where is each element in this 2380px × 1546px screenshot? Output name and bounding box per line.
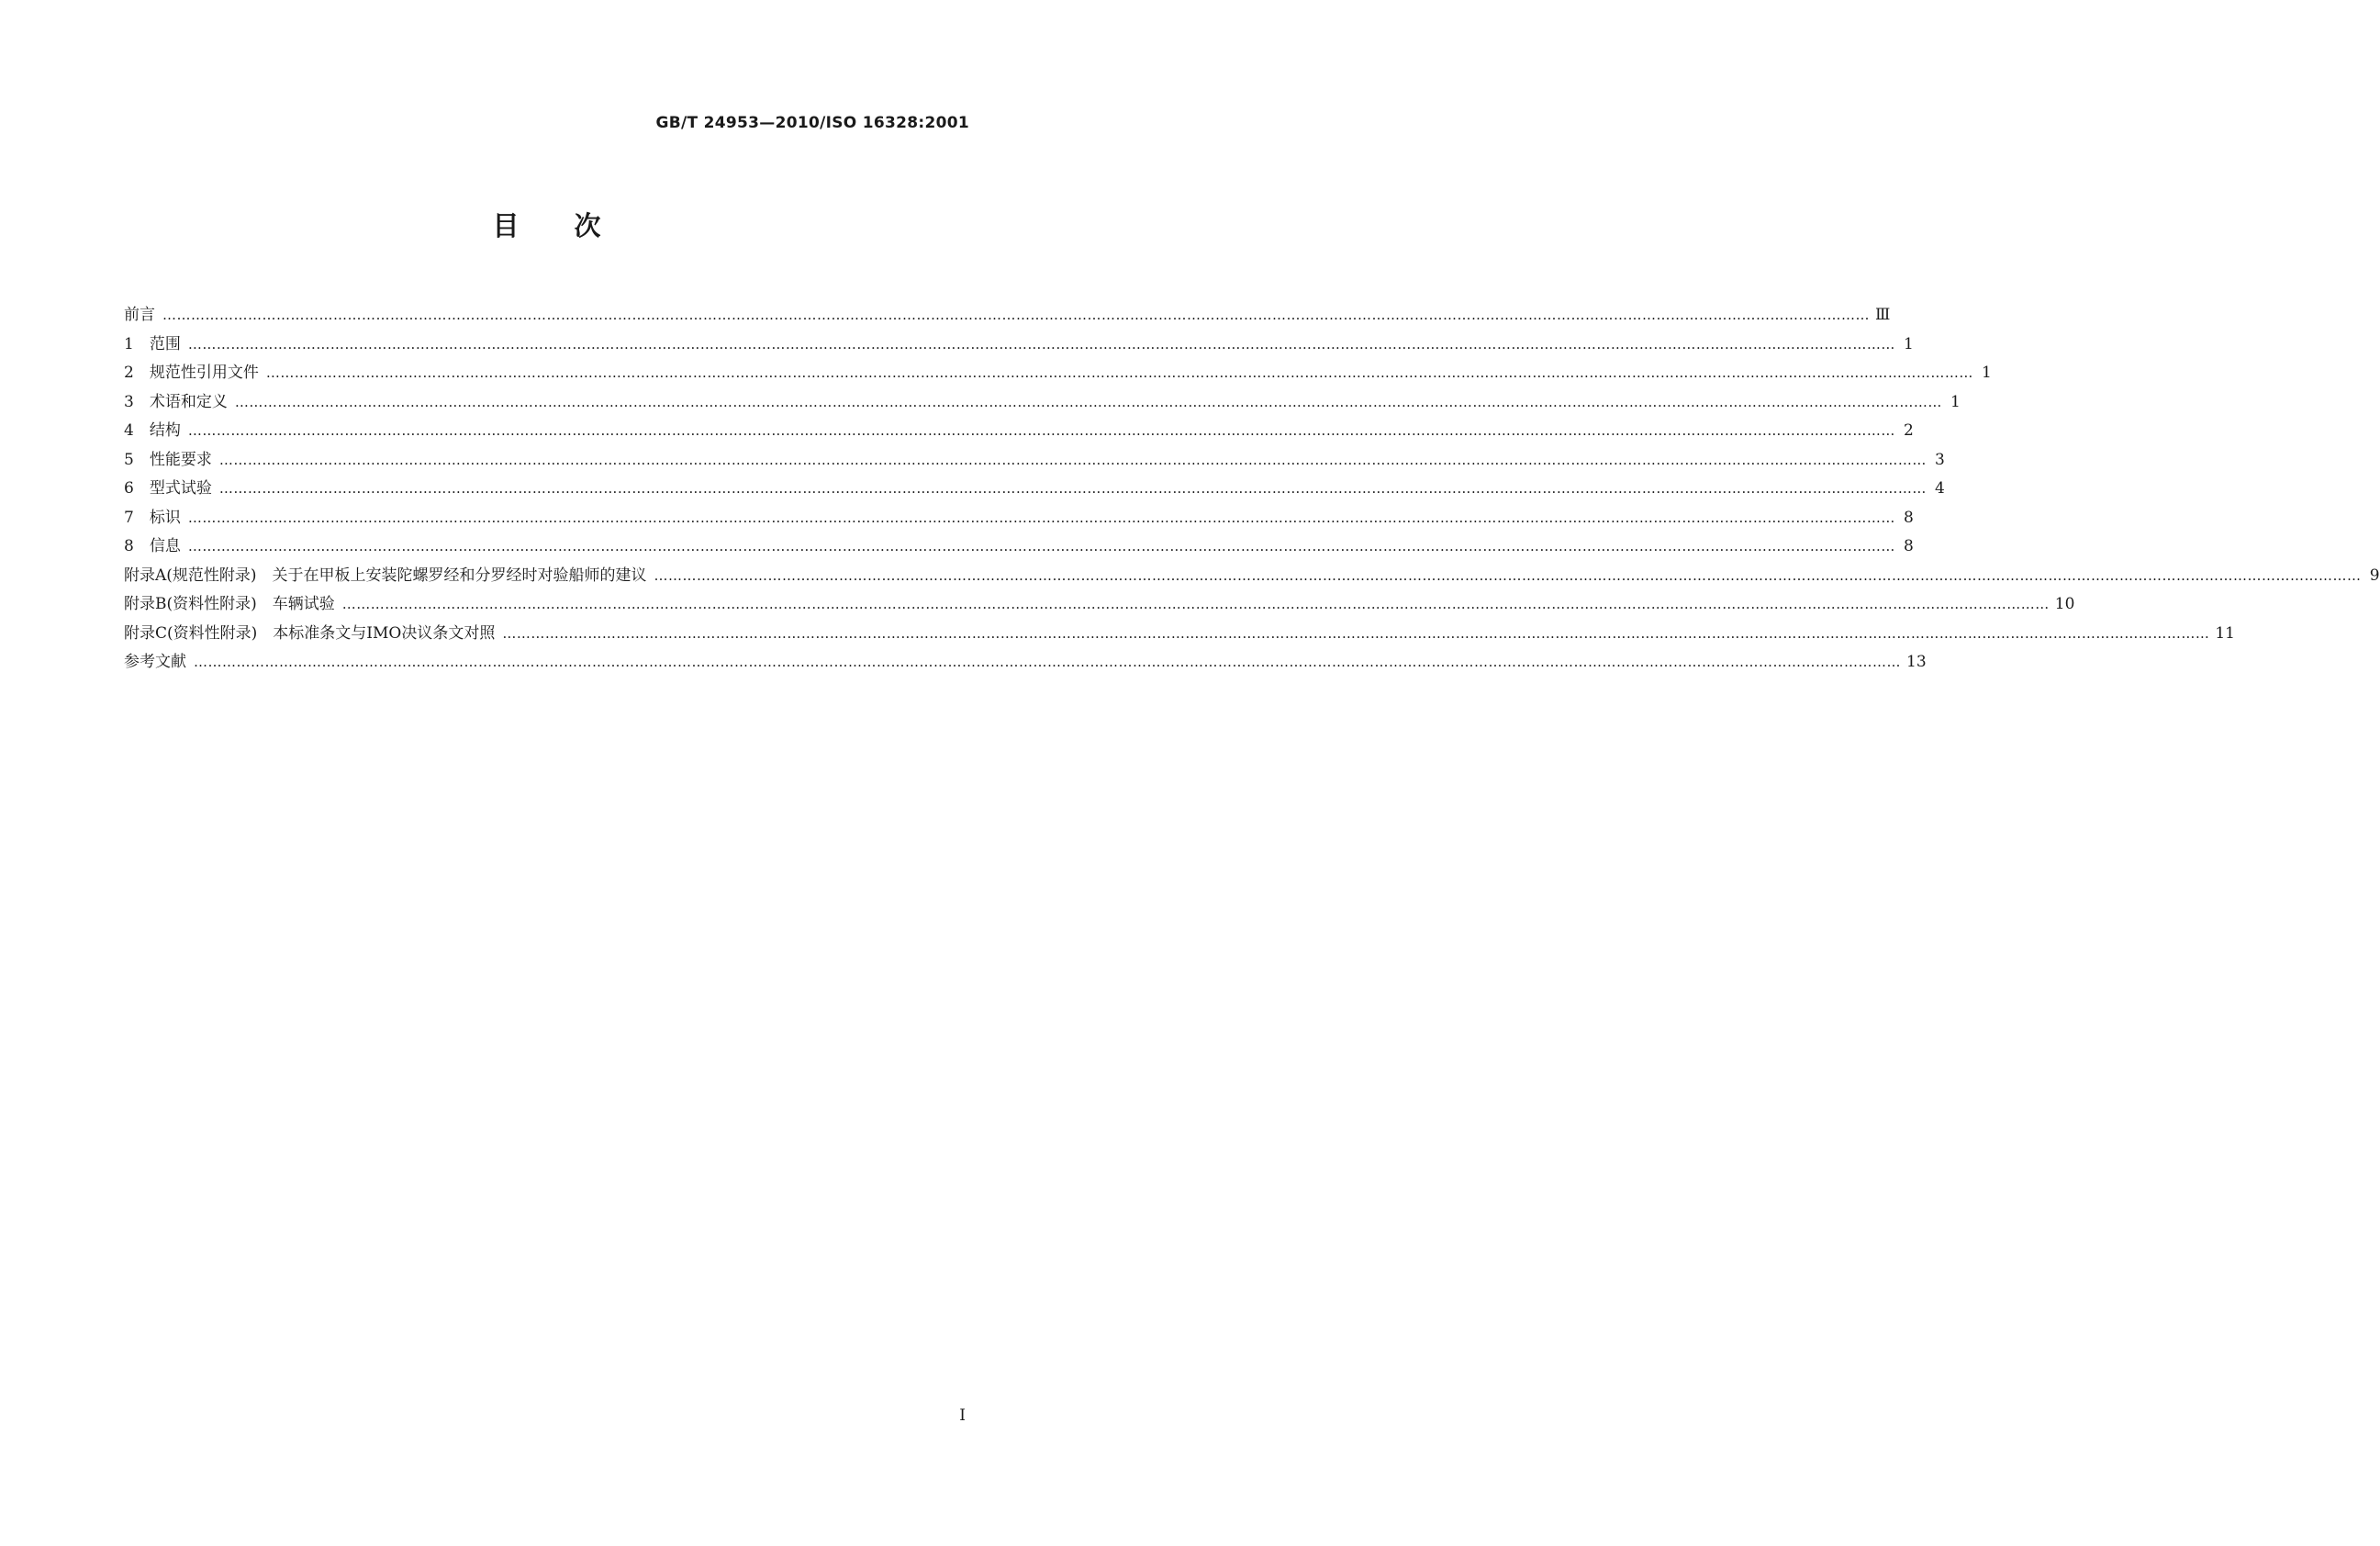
toc-leader-dots: ……………………………………………………………………………………………………………………………………………………………………………………………………………………………………………………………………………………………………………………………… (502, 624, 2210, 642)
toc-entry-label: 5 性能要求 (124, 450, 212, 469)
toc-entry-label: 6 型式试验 (124, 479, 212, 498)
toc-entry-label: 附录B(资料性附录) 车辆试验 (124, 595, 335, 613)
toc-entry[interactable] (124, 648, 1927, 678)
toc-entry[interactable] (124, 562, 2380, 591)
toc-entry-page: 9 (2369, 566, 2380, 585)
toc-entry-label: 前言 (124, 306, 155, 324)
toc-entry[interactable] (124, 446, 1945, 476)
toc-entry[interactable] (124, 388, 1961, 418)
toc-entry-label: 参考文献 (124, 653, 186, 671)
toc-entry-page: 13 (1906, 653, 1927, 671)
standard-number: GB/T 24953—2010/ISO 16328:2001 (655, 114, 969, 132)
toc-entry-page: 1 (1904, 334, 1914, 353)
toc-entry-label: 1 范围 (124, 334, 181, 353)
toc-entry-page: 2 (1904, 421, 1914, 440)
page-number: Ⅰ (959, 1406, 966, 1425)
toc-entry-page: 8 (1904, 537, 1914, 555)
toc-entry-label: 3 术语和定义 (124, 392, 228, 411)
toc-entry-page: 4 (1935, 479, 1945, 498)
toc-leader-dots: ……………………………………………………………………………………………………………………………………………………………………………………………………………………………………………………………………………………………………………………………… (654, 566, 2362, 584)
toc-entry-label: 4 结构 (124, 421, 181, 440)
toc-entry-page: Ⅲ (1875, 306, 1891, 324)
toc-entry[interactable] (124, 330, 1914, 360)
toc-entry-page: 8 (1904, 508, 1914, 527)
toc-entry[interactable] (124, 590, 2075, 620)
toc-leader-dots: ……………………………………………………………………………………………………………………………………………………………………………………………………………………………………………………………………………………………………………………………… (218, 451, 1927, 468)
toc-entry[interactable] (124, 532, 1914, 562)
toc-leader-dots: ……………………………………………………………………………………………………………………………………………………………………………………………………………………………………………………………………………………………………………………………… (187, 335, 1895, 353)
toc-entry[interactable] (124, 475, 1945, 504)
toc-leader-dots: ……………………………………………………………………………………………………………………………………………………………………………………………………………………………………………………………………………………………………………………………… (265, 364, 1973, 381)
toc-entry-label: 7 标识 (124, 508, 181, 527)
toc-leader-dots: ……………………………………………………………………………………………………………………………………………………………………………………………………………………………………………………………………………………………………………………………… (162, 307, 1870, 323)
toc-entry[interactable] (124, 417, 1914, 446)
toc-entry-page: 3 (1935, 450, 1945, 469)
toc-entry-page: 10 (2054, 595, 2075, 613)
toc-entry-label: 附录C(资料性附录) 本标准条文与IMO决议条文对照 (124, 623, 496, 643)
toc-entry-page: 1 (1982, 364, 1992, 382)
toc-leader-dots: ……………………………………………………………………………………………………………………………………………………………………………………………………………………………………………………………………………………………………………………………… (187, 538, 1895, 555)
toc-leader-dots: ……………………………………………………………………………………………………………………………………………………………………………………………………………………………………………………………………………………………………………………………… (187, 509, 1895, 526)
page-title: 目次 (492, 210, 656, 241)
toc-entry[interactable] (124, 359, 1992, 388)
toc-entry[interactable] (124, 301, 1891, 330)
toc-leader-dots: ……………………………………………………………………………………………………………………………………………………………………………………………………………………………………………………………………………………………………………………………… (218, 480, 1927, 497)
toc-entry-label: 附录A(规范性附录) 关于在甲板上安装陀螺罗经和分罗经时对验船师的建议 (124, 566, 647, 585)
toc-entry[interactable] (124, 504, 1914, 533)
toc-entry[interactable] (124, 620, 2235, 649)
toc-entry-label: 2 规范性引用文件 (124, 364, 259, 382)
toc-leader-dots: ……………………………………………………………………………………………………………………………………………………………………………………………………………………………………………………………………………………………………………………………… (194, 654, 1901, 670)
toc-leader-dots: ……………………………………………………………………………………………………………………………………………………………………………………………………………………………………………………………………………………………………………………………… (341, 596, 2050, 612)
table-of-contents (124, 301, 2380, 678)
toc-entry-page: 11 (2215, 623, 2235, 643)
toc-entry-label: 8 信息 (124, 537, 181, 555)
toc-entry-page: 1 (1950, 392, 1961, 411)
toc-leader-dots: ……………………………………………………………………………………………………………………………………………………………………………………………………………………………………………………………………………………………………………………………… (234, 393, 1942, 410)
toc-leader-dots: ……………………………………………………………………………………………………………………………………………………………………………………………………………………………………………………………………………………………………………………………… (187, 422, 1895, 439)
